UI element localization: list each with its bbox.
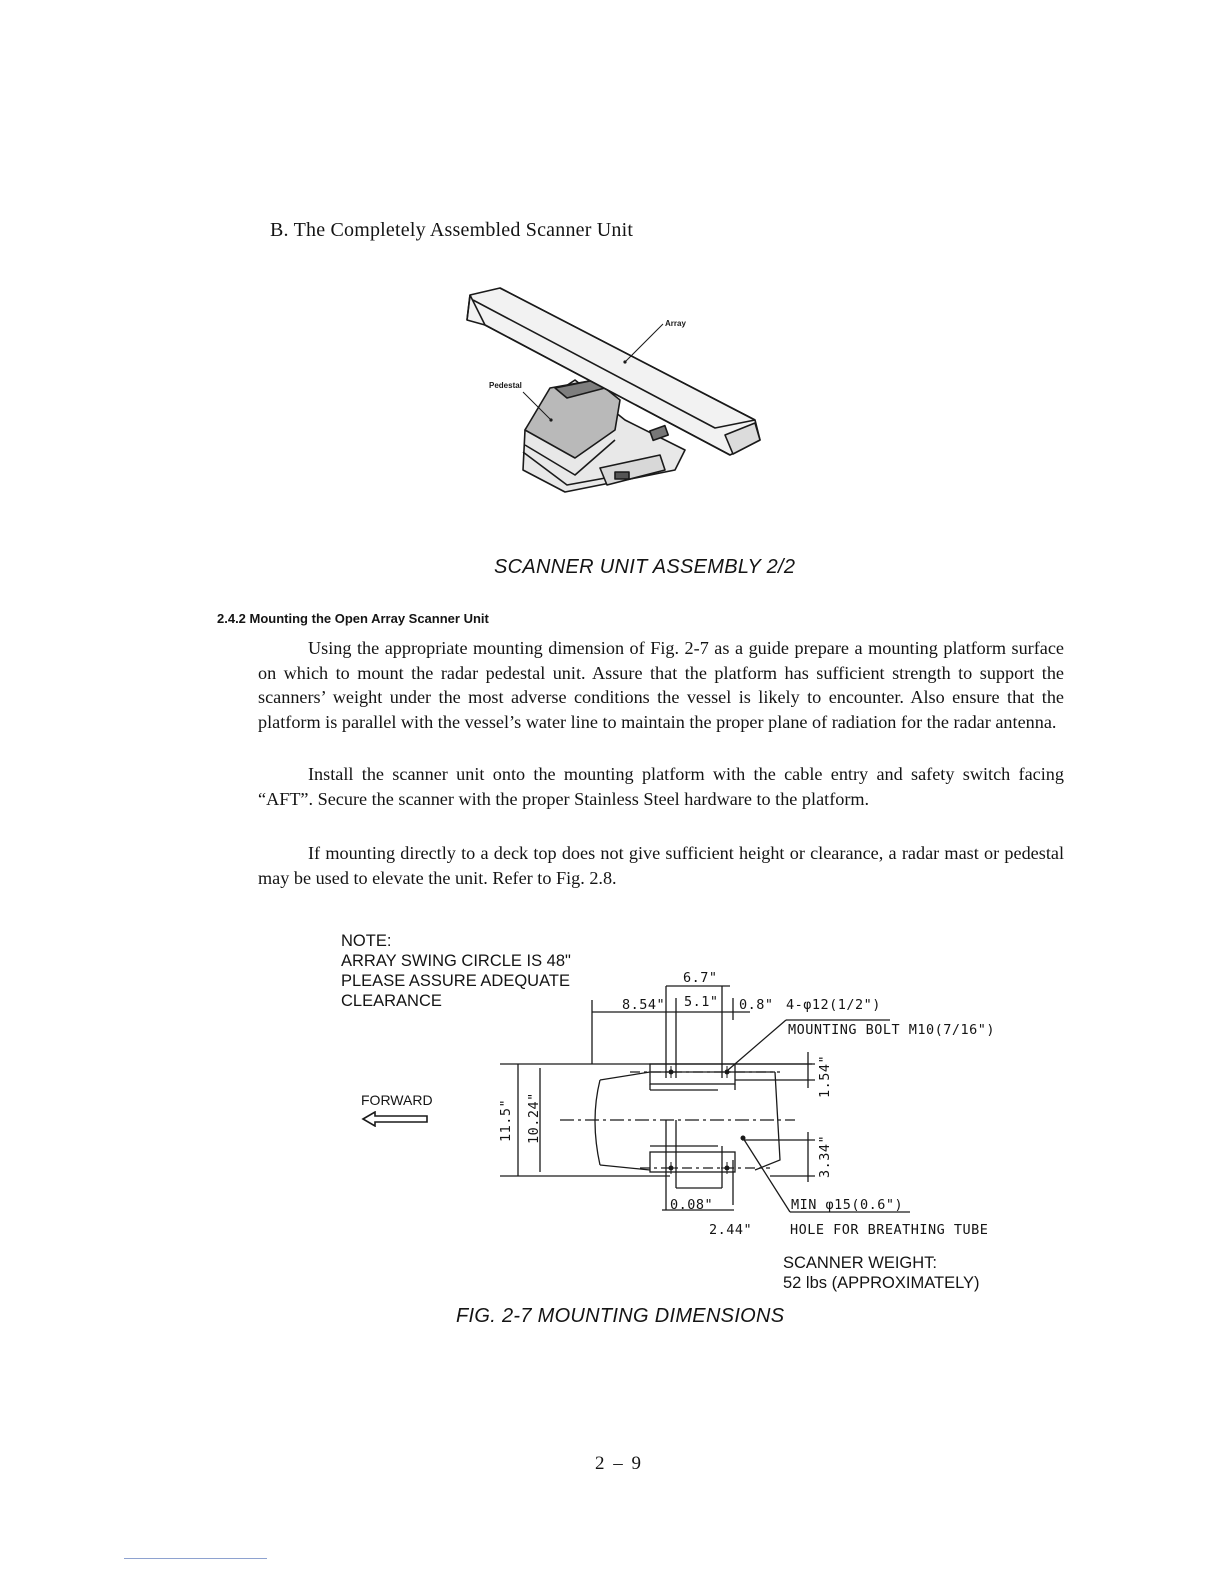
note-line: CLEARANCE — [341, 992, 442, 1010]
dim-2-44: 2.44" — [709, 1222, 753, 1238]
forward-arrow-icon — [361, 1111, 431, 1127]
dim-0-8: 0.8" — [739, 997, 774, 1013]
section-heading: B. The Completely Assembled Scanner Unit — [270, 219, 634, 241]
scanner-weight — [783, 1253, 980, 1293]
note-title: NOTE: — [341, 932, 392, 950]
paragraph-text: Using the appropriate mounting dimension of Fig. 2-7 as a guide prepare a mounting platform surface on which to mount the radar pedestal unit. Assure that the platform has sufficient strength to support the scanners’ weight under the most adverse conditions the vessel is likely to encounter. Also ensure that the platform is parallel with the vessel’s water line to maintain the proper plane of radiation for the radar antenna. — [258, 638, 1064, 732]
dim-5-1: 5.1" — [684, 994, 719, 1010]
bolt-spec: 4-φ12(1/2") — [786, 997, 881, 1013]
hole-description: HOLE FOR BREATHING TUBE — [790, 1222, 989, 1238]
dim-6-7: 6.7" — [683, 970, 718, 986]
footer-rule — [124, 1558, 267, 1559]
paragraph-mounting-platform — [258, 636, 1064, 734]
note-line: ARRAY SWING CIRCLE IS 48" — [341, 952, 571, 970]
dim-0-08: 0.08" — [670, 1197, 714, 1213]
note-line: PLEASE ASSURE ADEQUATE — [341, 972, 570, 990]
paragraph-text: Install the scanner unit onto the mounting platform with the cable entry and safety switch facing “AFT”. Secure the scanner with the proper Stainless Steel hardware to the platform. — [258, 764, 1064, 809]
paragraph-text: If mounting directly to a deck top does not give sufficient height or clearance, a radar mast or pedestal may be used to elevate the unit. Refer to Fig. 2.8. — [258, 843, 1064, 888]
hole-spec: MIN φ15(0.6") — [791, 1197, 904, 1213]
array-label: Array — [665, 319, 686, 328]
scanner-unit-illustration — [455, 280, 775, 500]
forward-label: FORWARD — [361, 1092, 433, 1108]
dim-10-24: 10.24" — [526, 1092, 542, 1144]
dim-8-54: 8.54" — [622, 997, 666, 1013]
page-number: 2 – 9 — [595, 1453, 643, 1474]
figure-caption-mounting-dimensions: FIG. 2-7 MOUNTING DIMENSIONS — [456, 1305, 785, 1327]
bolt-description: MOUNTING BOLT M10(7/16") — [788, 1022, 996, 1038]
pedestal-label: Pedestal — [489, 381, 522, 390]
paragraph-install-scanner — [258, 762, 1064, 811]
figure-caption-scanner-assembly: SCANNER UNIT ASSEMBLY 2/2 — [494, 556, 796, 578]
weight-value: 52 lbs (APPROXIMATELY) — [783, 1274, 980, 1292]
dim-11-5: 11.5" — [498, 1098, 514, 1142]
sub-heading: 2.4.2 Mounting the Open Array Scanner Unit — [217, 611, 489, 626]
weight-label: SCANNER WEIGHT: — [783, 1254, 938, 1272]
dim-1-54: 1.54" — [817, 1054, 833, 1098]
dim-3-34: 3.34" — [817, 1134, 833, 1178]
paragraph-radar-mast — [258, 841, 1064, 890]
